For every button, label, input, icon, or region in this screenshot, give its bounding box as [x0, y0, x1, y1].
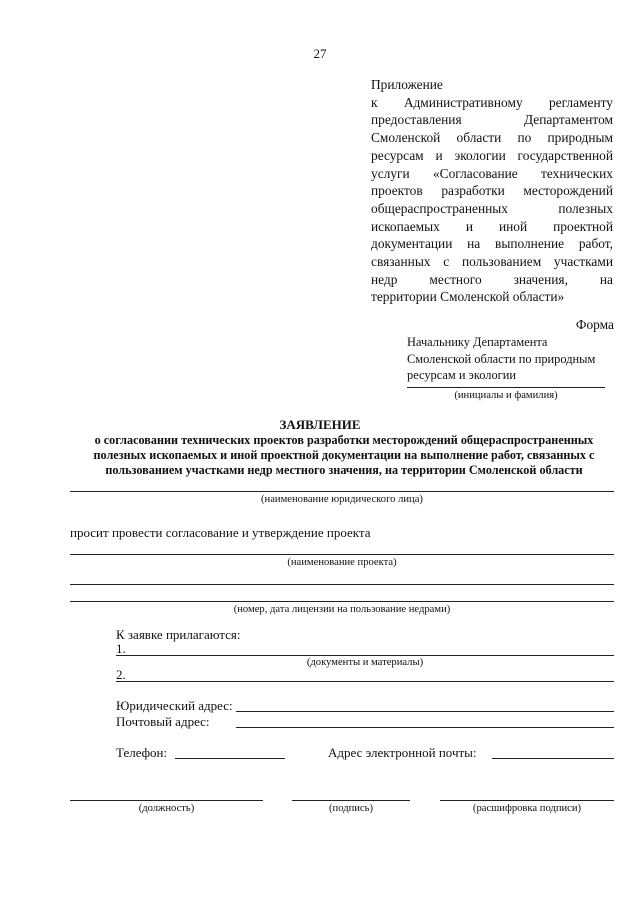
phone-field[interactable]	[175, 758, 285, 759]
phone-label: Телефон:	[116, 745, 168, 760]
position-field[interactable]	[70, 800, 263, 801]
addressee-line: ресурсам и экологии	[407, 368, 517, 382]
legal-entity-field[interactable]	[70, 491, 614, 492]
documents-caption: (документы и материалы)	[306, 657, 424, 668]
attachment-field-2[interactable]	[116, 681, 614, 682]
position-caption: (должность)	[138, 803, 195, 814]
email-field[interactable]	[492, 758, 614, 759]
project-caption: (наименование проекта)	[287, 557, 397, 568]
appendix-line: связанных с пользованием участками	[371, 254, 613, 270]
appendix-line: услуги «Согласование технических	[371, 165, 613, 181]
form-label: Форма	[575, 317, 614, 332]
signature-decoding-caption: (расшифровка подписи)	[472, 803, 582, 814]
attachments-label: К заявке прилагаются:	[116, 627, 241, 642]
attachment-item-number: 2.	[116, 667, 126, 682]
license-caption: (номер, дата лицензии на пользование недрами)	[233, 604, 451, 615]
appendix-line: недр местного значения, на	[371, 271, 613, 287]
email-label: Адрес электронной почты:	[328, 745, 477, 760]
appendix-line: ресурсам и экологии государственной	[371, 147, 613, 163]
attachment-item-number: 1.	[116, 641, 126, 656]
appendix-line: к Административному регламенту	[371, 94, 613, 110]
document-subtitle	[70, 433, 618, 478]
project-name-field[interactable]	[70, 554, 614, 555]
attachment-field-1[interactable]	[116, 655, 614, 656]
document-title: ЗАЯВЛЕНИЕ	[279, 417, 361, 432]
project-extra-line[interactable]	[70, 584, 614, 585]
appendix-line: Приложение	[371, 77, 443, 92]
appendix-line: Смоленской области по природным	[371, 130, 613, 146]
appendix-line: предоставления Департаментом	[371, 112, 613, 128]
license-field[interactable]	[70, 601, 614, 602]
appendix-block	[371, 76, 613, 306]
postal-address-field[interactable]	[236, 727, 614, 728]
request-text: просит провести согласование и утверждение проекта	[70, 525, 371, 540]
postal-address-label: Почтовый адрес:	[116, 714, 210, 729]
appendix-line: ископаемых и иной проектной	[371, 218, 613, 234]
legal-entity-caption: (наименование юридического лица)	[261, 494, 423, 505]
addressee-block	[407, 334, 595, 384]
subtitle-line: о согласовании технических проектов разработки месторождений общераспространенных	[94, 433, 594, 447]
appendix-line: территории Смоленской области»	[371, 289, 565, 305]
signature-caption: (подпись)	[329, 803, 373, 814]
legal-address-label: Юридический адрес:	[116, 698, 233, 713]
appendix-line: документации на выполнение работ,	[371, 236, 613, 252]
appendix-line: общераспространенных полезных	[371, 200, 613, 216]
appendix-line: проектов разработки месторождений	[371, 183, 613, 199]
page-number: 27	[313, 46, 327, 61]
signature-decoding-field[interactable]	[440, 800, 614, 801]
signature-field[interactable]	[292, 800, 410, 801]
legal-address-field[interactable]	[236, 711, 614, 712]
addressee-line: Смоленской области по природным	[407, 351, 596, 366]
subtitle-line: полезных ископаемых и иной проектной документации на выполнение работ, связанных с	[93, 448, 595, 462]
addressee-name-field[interactable]	[407, 387, 605, 388]
addressee-caption: (инициалы и фамилия)	[454, 390, 558, 401]
subtitle-line: пользованием участками недр местного значения, на территории Смоленской области	[105, 463, 583, 477]
addressee-line: Начальнику Департамента	[407, 335, 548, 349]
